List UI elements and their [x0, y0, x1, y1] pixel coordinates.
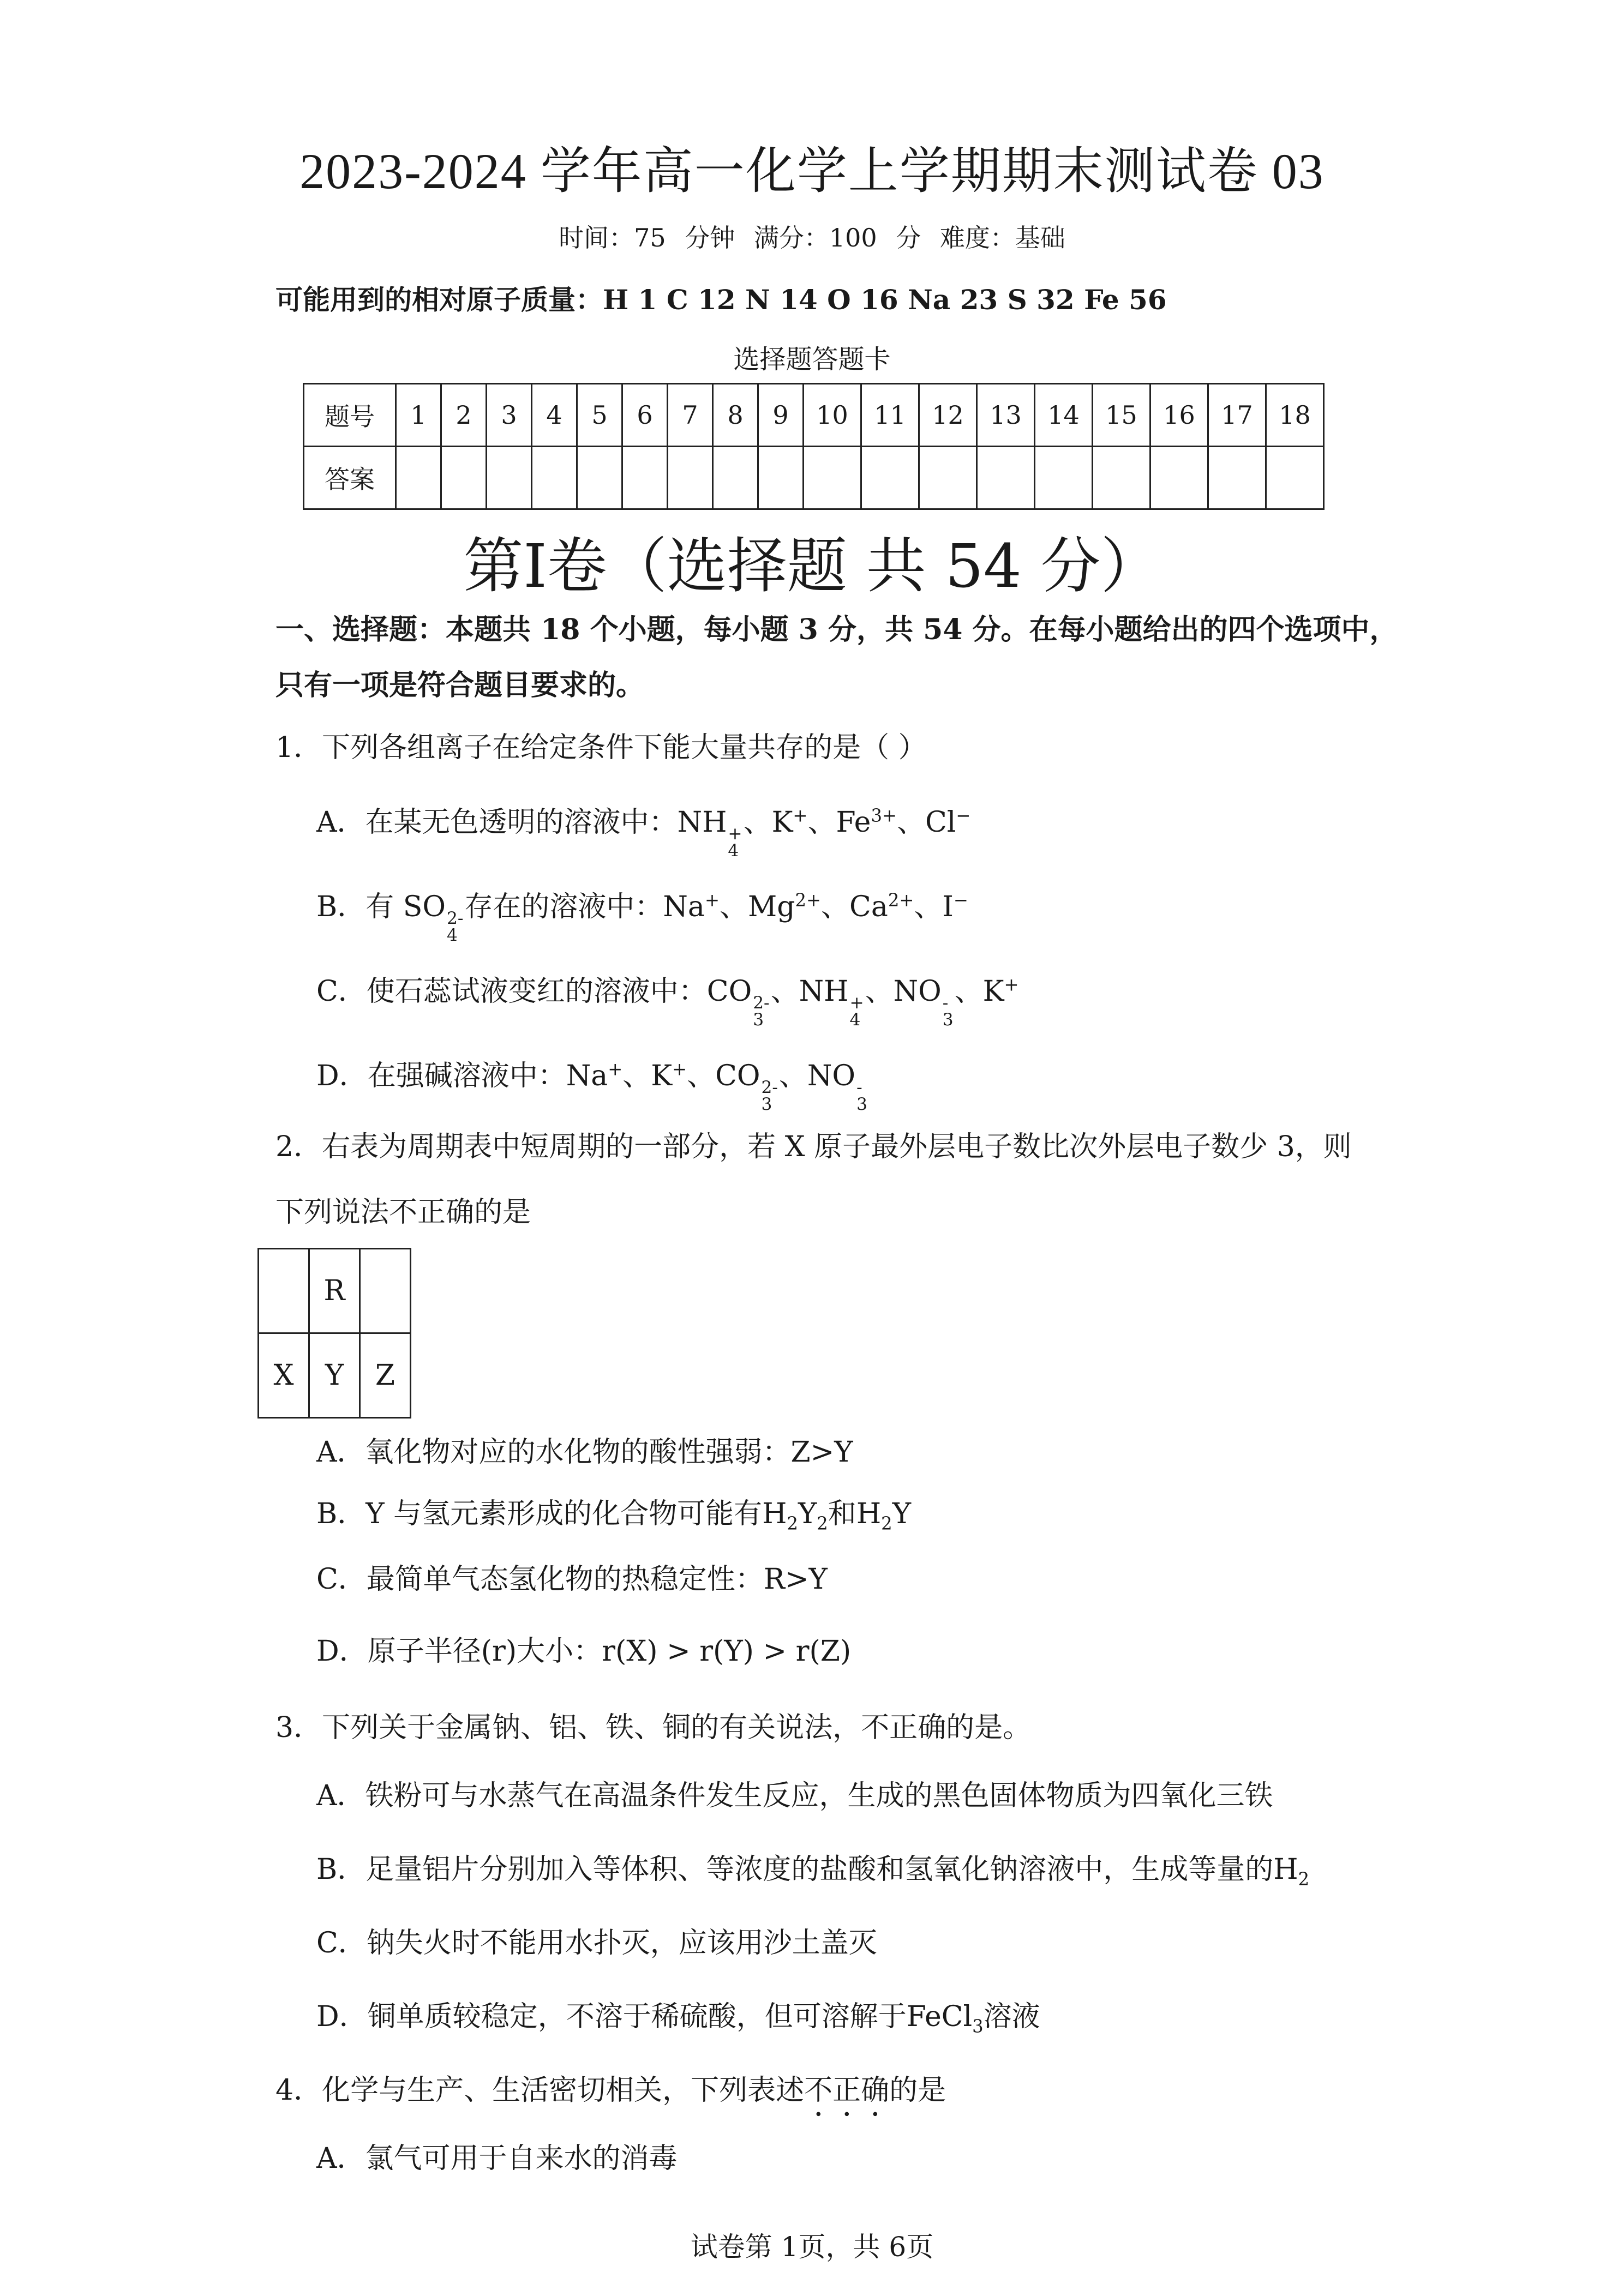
- answer-cell[interactable]: [441, 447, 487, 509]
- q1-option-d: D．在强碱溶液中：Na+、K+、CO 2- 3 、NO - 3: [316, 1059, 867, 1115]
- answer-card-number: 4: [532, 384, 577, 447]
- periodic-table-fragment: [257, 1248, 411, 1419]
- q2-stem-line1: 2．右表为周期表中短周期的一部分，若 X 原子最外层电子数比次外层电子数少 3，则: [275, 1131, 1352, 1163]
- answer-card-number: 6: [622, 384, 668, 447]
- q4-option-a: A．氯气可用于自来水的消毒: [316, 2142, 678, 2175]
- answer-cell[interactable]: [396, 447, 441, 509]
- q3-option-c: C．钠失火时不能用水扑灭，应该用沙土盖灭: [316, 1927, 877, 1960]
- q2-option-c: C．最简单气态氢化物的热稳定性：R>Y: [316, 1563, 828, 1596]
- answer-card-row1-label: 题号: [304, 384, 396, 447]
- q1-option-b-mid: 存在的溶液中：: [464, 891, 663, 923]
- q1-option-d-text: D．在强碱溶液中：: [316, 1060, 566, 1092]
- answer-cell[interactable]: [668, 447, 713, 509]
- answer-card-number: 2: [441, 384, 487, 447]
- q4-stem-suffix: 的是: [889, 2074, 946, 2107]
- answer-card-number: 13: [977, 384, 1035, 447]
- answer-card-number: 16: [1150, 384, 1208, 447]
- section-instruction-line1: 一、选择题：本题共 18 个小题，每小题 3 分，共 54 分。在每小题给出的四个选项中，: [275, 613, 1398, 646]
- answer-card-number: 15: [1093, 384, 1150, 447]
- answer-card-row2-label: 答案: [304, 447, 396, 509]
- q2-option-b: B．Y 与氢元素形成的化合物可能有$H_2Y_2$和$H_2Y$: [316, 1498, 912, 1534]
- q4-stem-prefix: 4．化学与生产、生活密切相关，下列表述: [275, 2074, 805, 2107]
- answer-cell[interactable]: [532, 447, 577, 509]
- q1-option-b: B．有 SO 2- 4 存在的溶液中：Na+、$Mg^{2+}$、$Ca^{2+}$、I−: [316, 889, 968, 946]
- answer-card-number-row: [304, 384, 1324, 447]
- exam-title: 2023-2024 学年高一化学上学期期末测试卷 03: [299, 143, 1325, 199]
- answer-cell[interactable]: [919, 447, 977, 509]
- answer-cell[interactable]: [804, 447, 861, 509]
- q1-stem: 1．下列各组离子在给定条件下能大量共存的是（ ）: [275, 731, 927, 764]
- answer-card-number: 11: [861, 384, 919, 447]
- answer-cell[interactable]: [1150, 447, 1208, 509]
- answer-card-table: [303, 383, 1325, 510]
- answer-cell[interactable]: [577, 447, 622, 509]
- answer-card-answer-row: [304, 447, 1324, 509]
- answer-cell[interactable]: [1093, 447, 1150, 509]
- q2-option-a: A．氧化物对应的水化物的酸性强弱：Z>Y: [316, 1436, 853, 1469]
- answer-card-number: 17: [1208, 384, 1266, 447]
- q4-stem-emphasis: 不正确: [804, 2074, 890, 2107]
- answer-card-number: 18: [1266, 384, 1324, 447]
- answer-card-number: 1: [396, 384, 441, 447]
- exam-subtitle: 时间：75 分钟 满分：100 分 难度：基础: [559, 223, 1065, 253]
- q3-option-a: A．铁粉可与水蒸气在高温条件发生反应，生成的黑色固体物质为四氧化三铁: [316, 1780, 1273, 1812]
- q3-option-b-text: B．足量铝片分别加入等体积、等浓度的盐酸和氢氧化钠溶液中，生成等量的: [316, 1853, 1274, 1886]
- answer-cell[interactable]: [861, 447, 919, 509]
- answer-cell[interactable]: [977, 447, 1035, 509]
- answer-card-number: 10: [804, 384, 861, 447]
- q3-option-d: D．铜单质较稳定，不溶于稀硫酸，但可溶解于FeCl$_3$溶液: [316, 2000, 1040, 2037]
- pt-cell-y: Y: [309, 1333, 360, 1418]
- q1-option-c: C．使石蕊试液变红的溶液中：CO 2- 3 、NH + 4 、NO - 3 、K+: [316, 974, 1019, 1030]
- answer-cell[interactable]: [1208, 447, 1266, 509]
- answer-cell[interactable]: [622, 447, 668, 509]
- pt-cell-empty: [360, 1249, 411, 1333]
- q3-option-b: B．足量铝片分别加入等体积、等浓度的盐酸和氢氧化钠溶液中，生成等量的$H_2$: [316, 1853, 1310, 1890]
- pt-cell-r: R: [309, 1249, 360, 1333]
- answer-card-number: 9: [758, 384, 804, 447]
- q3-option-d-text: D．铜单质较稳定，不溶于稀硫酸，但可溶解于: [316, 2000, 907, 2033]
- page-footer: 试卷第 1页，共 6页: [690, 2231, 934, 2263]
- answer-card-number: 7: [668, 384, 713, 447]
- answer-card-number: 14: [1035, 384, 1093, 447]
- answer-card-number: 5: [577, 384, 622, 447]
- section-instruction-line2: 只有一项是符合题目要求的。: [275, 669, 645, 702]
- q2-option-d: D．原子半径(r)大小：r(X) > r(Y) > r(Z): [316, 1635, 852, 1668]
- q1-option-c-text: C．使石蕊试液变红的溶液中：: [316, 975, 707, 1008]
- q1-option-a-text: A．在某无色透明的溶液中：: [316, 806, 678, 839]
- q2-option-b-mid: 和: [828, 1498, 856, 1530]
- answer-cell[interactable]: [1266, 447, 1324, 509]
- pt-cell-empty: [259, 1249, 309, 1333]
- answer-cell[interactable]: [487, 447, 532, 509]
- part1-title: 第I卷（选择题 共 54 分）: [463, 531, 1161, 601]
- answer-cell[interactable]: [713, 447, 758, 509]
- q2-stem-line2: 下列说法不正确的是: [275, 1196, 531, 1229]
- q1-option-a: A．在某无色透明的溶液中：NH + 4 、K+、$Fe^{3+}$、Cl−: [316, 805, 971, 861]
- answer-cell[interactable]: [1035, 447, 1093, 509]
- pt-cell-x: X: [259, 1333, 309, 1418]
- q3-stem: 3．下列关于金属钠、铝、铁、铜的有关说法，不正确的是。: [275, 1711, 1032, 1744]
- answer-card-number: 12: [919, 384, 977, 447]
- answer-cell[interactable]: [758, 447, 804, 509]
- q1-option-b-text: B．有: [316, 891, 403, 923]
- pt-cell-z: Z: [360, 1333, 411, 1418]
- atomic-masses: 可能用到的相对原子质量：H 1 C 12 N 14 O 16 Na 23 S 32 Fe 56: [275, 284, 1167, 316]
- answer-card-number: 3: [487, 384, 532, 447]
- q2-option-b-text: B．Y 与氢元素形成的化合物可能有: [316, 1498, 763, 1530]
- q3-option-d-suffix: 溶液: [983, 2000, 1040, 2033]
- answer-card-number: 8: [713, 384, 758, 447]
- q4-stem: [275, 2067, 946, 2123]
- answer-card-title: 选择题答题卡: [733, 344, 891, 375]
